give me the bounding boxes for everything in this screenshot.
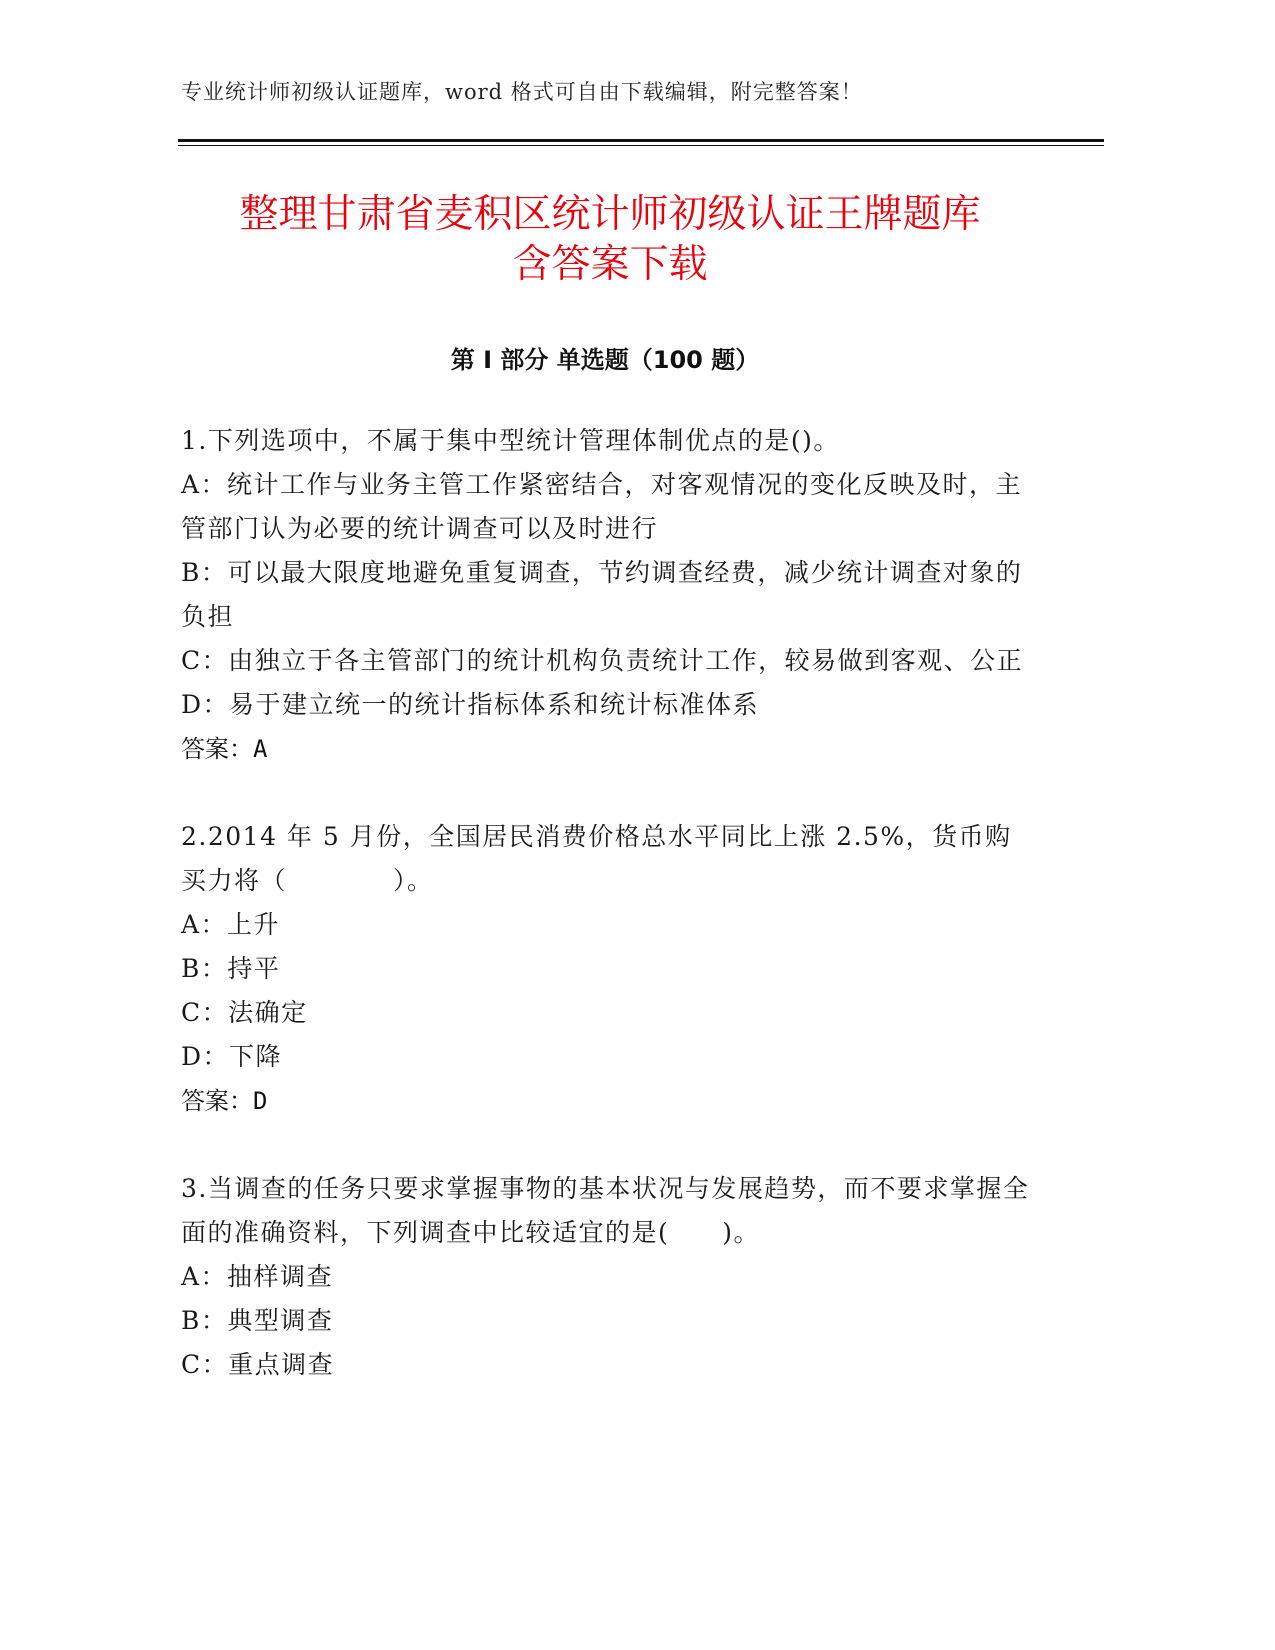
question-1 (181, 419, 1031, 771)
answer-line (181, 727, 1031, 771)
option-d: D：下降 (181, 1042, 283, 1071)
header-rule-thin (178, 145, 1104, 146)
document-title-line1: 整理甘肃省麦积区统计师初级认证王牌题库 (239, 192, 981, 237)
option-a: A：抽样调查 (181, 1262, 334, 1291)
option-c: C：重点调查 (181, 1350, 335, 1379)
question-3 (181, 1167, 1031, 1387)
question-list (181, 419, 1031, 1431)
section-heading: 第 I 部分 单选题（100 题） (450, 346, 760, 374)
header-note: 专业统计师初级认证题库，word 格式可自由下载编辑，附完整答案！ (181, 80, 863, 104)
answer-label: 答案： (181, 1087, 253, 1115)
answer-line (181, 1079, 1031, 1123)
question-stem: 1.下列选项中，不属于集中型统计管理体制优点的是()。 (181, 426, 840, 455)
question-stem: 3.当调查的任务只要求掌握事物的基本状况与发展趋势，而不要求掌握全面的准确资料，下列调查中比较适宜的是( )。 (181, 1174, 1030, 1247)
document-title-line2: 含答案下载 (512, 242, 708, 287)
option-c: C：由独立于各主管部门的统计机构负责统计工作，较易做到客观、公正 (181, 646, 1024, 675)
option-c: C：法确定 (181, 998, 308, 1027)
option-d: D：易于建立统一的统计指标体系和统计标准体系 (181, 690, 760, 719)
answer-value: D (253, 1087, 268, 1115)
question-2 (181, 815, 1031, 1123)
document-title (150, 190, 1070, 290)
answer-value: A (253, 735, 268, 763)
answer-label: 答案： (181, 735, 253, 763)
question-stem: 2.2014 年 5 月份，全国居民消费价格总水平同比上涨 2.5%，货币购买力将（ ）。 (181, 822, 1012, 895)
option-b: B：持平 (181, 954, 281, 983)
option-b: B：典型调查 (181, 1306, 334, 1335)
option-a: A：统计工作与业务主管工作紧密结合，对客观情况的变化反映及时，主管部门认为必要的统计调查可以及时进行 (181, 470, 1023, 543)
option-a: A：上升 (181, 910, 281, 939)
option-b: B：可以最大限度地避免重复调查，节约调查经费，减少统计调查对象的负担 (181, 558, 1023, 631)
header-rule-thick (178, 139, 1104, 142)
